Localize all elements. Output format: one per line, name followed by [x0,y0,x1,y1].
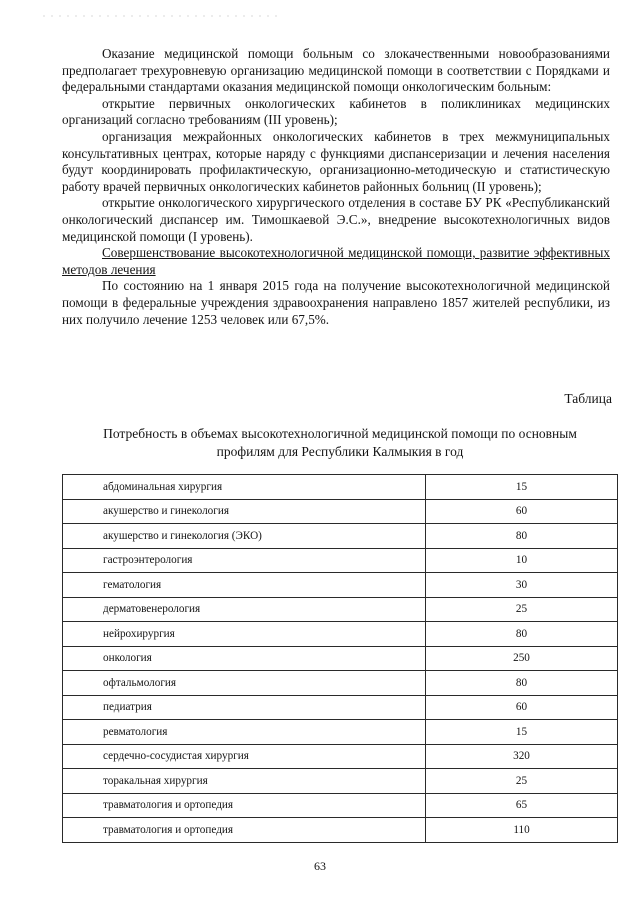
table-row [63,475,618,500]
profile-name-cell: дерматовенерология [63,597,426,622]
needs-table [62,474,618,843]
table-row [63,622,618,647]
profile-name-cell: ревматология [63,720,426,745]
volume-value-cell: 25 [426,769,618,794]
page-number: 63 [314,859,326,873]
volume-value-cell: 60 [426,499,618,524]
table-row [63,695,618,720]
volume-value-cell: 30 [426,573,618,598]
profile-name-cell: травматология и ортопедия [63,793,426,818]
table-row [63,818,618,843]
table-row [63,720,618,745]
table-label: Таблица [564,391,612,406]
profile-name-cell: офтальмология [63,671,426,696]
volume-value-cell: 15 [426,475,618,500]
profile-name-cell: нейрохирургия [63,622,426,647]
table-row [63,597,618,622]
table-row [63,548,618,573]
section-heading: Совершенствование высокотехнологичной медицинской помощи, развитие эффективных методов лечения [62,245,610,277]
scan-artifact-dots [40,14,280,18]
table-row [63,499,618,524]
profile-name-cell: онкология [63,646,426,671]
paragraph-intro: Оказание медицинской помощи больным со злокачественными новообразованиями предполагает трехуровневую организацию медицинской помощи в соответствии с Порядками и федеральными стандартами оказания медицинской помощи онкологическим больным: [62,46,610,95]
table-row [63,646,618,671]
table-caption: Потребность в объемах высокотехнологичной медицинской помощи по основным профилям для Республики Калмыкия в год [103,426,577,459]
volume-value-cell: 250 [426,646,618,671]
paragraph-statistics: По состоянию на 1 января 2015 года на получение высокотехнологичной медицинской помощи в федеральные учреждения здравоохранения направлено 1857 жителей республики, из них получило лечение 1253 человек или 67,5%. [62,278,610,327]
volume-value-cell: 110 [426,818,618,843]
table-row [63,671,618,696]
table-row [63,573,618,598]
profile-name-cell: акушерство и гинекология [63,499,426,524]
profile-name-cell: абдоминальная хирургия [63,475,426,500]
paragraph-level-2: организация межрайонных онкологических кабинетов в трех межмуниципальных консультативных центрах, которые наряду с функциями диспансеризации и лечения населения будут координировать профилактическую, организационно-методическую и статистическую работу врачей первичных онкологических кабинетов районных больниц (II уровень); [62,128,610,194]
volume-value-cell: 320 [426,744,618,769]
profile-name-cell: сердечно-сосудистая хирургия [63,744,426,769]
profile-name-cell: торакальная хирургия [63,769,426,794]
volume-value-cell: 60 [426,695,618,720]
paragraph-level-1: открытие онкологического хирургического отделения в составе БУ РК «Республиканский онкологический диспансер им. Тимошкаевой Э.С.», внедрение высокотехнологичных видов медицинской помощи (I уровень). [62,195,610,244]
body-text [62,46,610,328]
profile-name-cell: акушерство и гинекология (ЭКО) [63,524,426,549]
profile-name-cell: гематология [63,573,426,598]
volume-value-cell: 10 [426,548,618,573]
volume-value-cell: 65 [426,793,618,818]
profile-name-cell: педиатрия [63,695,426,720]
volume-value-cell: 15 [426,720,618,745]
paragraph-level-3: открытие первичных онкологических кабинетов в поликлиниках медицинских организаций согласно требованиям (III уровень); [62,95,610,128]
profile-name-cell: гастроэнтерология [63,548,426,573]
table-row [63,744,618,769]
volume-value-cell: 80 [426,622,618,647]
profile-name-cell: травматология и ортопедия [63,818,426,843]
table-row [63,793,618,818]
volume-value-cell: 80 [426,524,618,549]
table-row [63,524,618,549]
volume-value-cell: 80 [426,671,618,696]
table-row [63,769,618,794]
volume-value-cell: 25 [426,597,618,622]
